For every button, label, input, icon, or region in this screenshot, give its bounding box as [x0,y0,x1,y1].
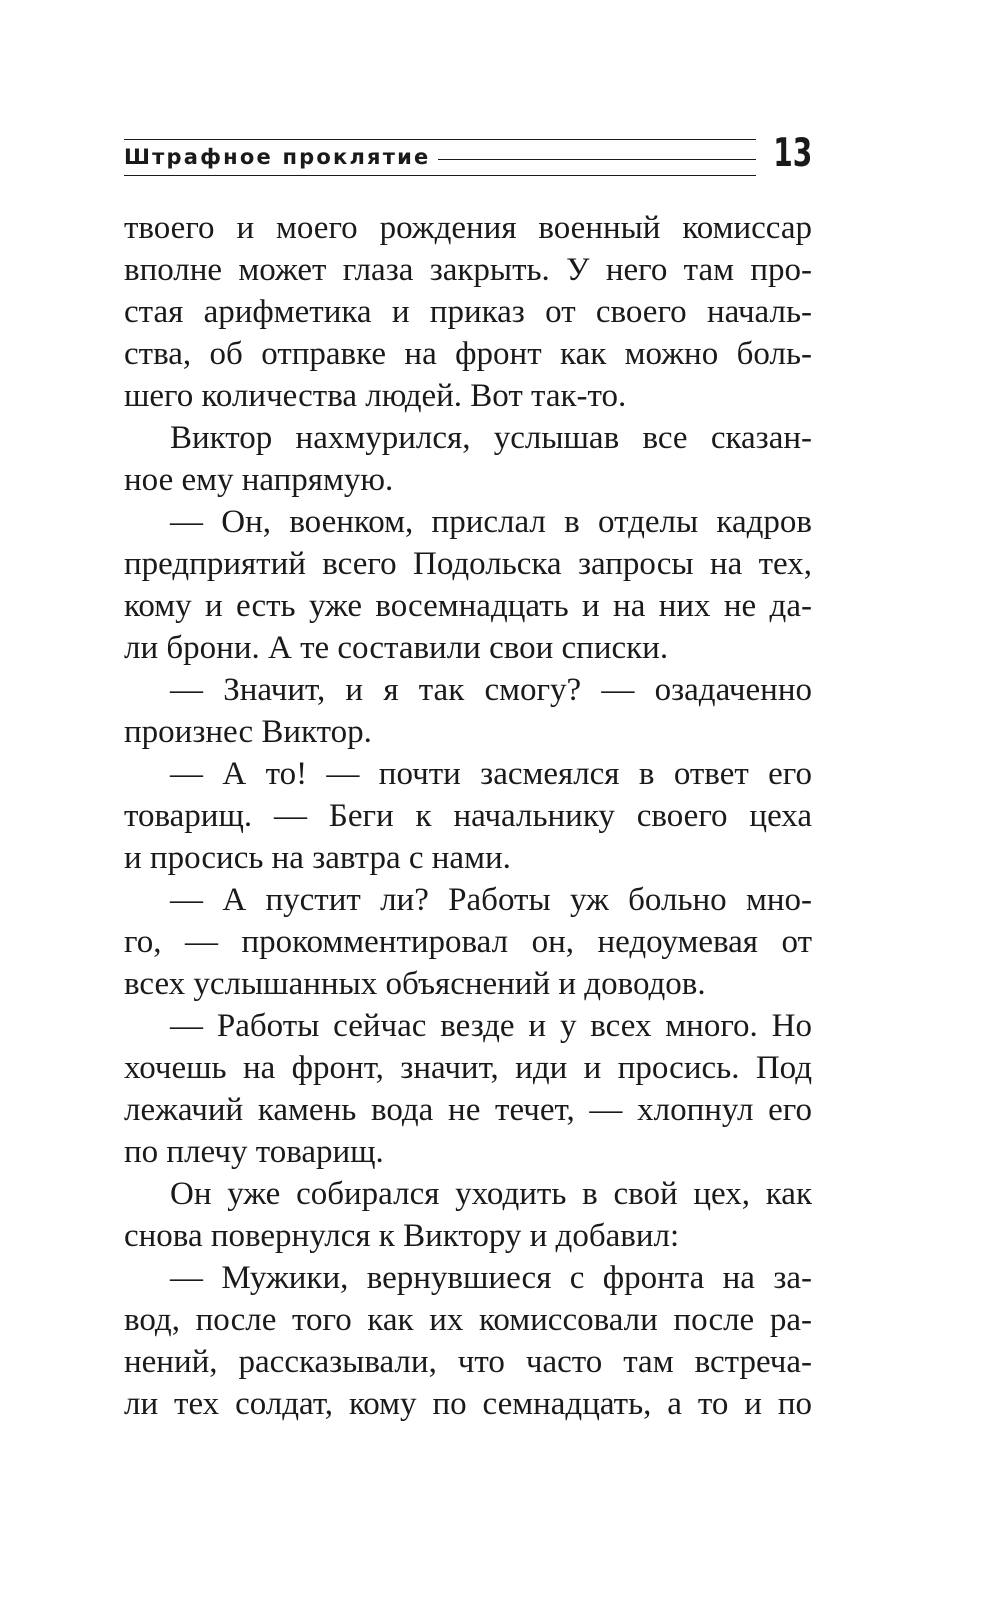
running-header [124,126,812,184]
header-title-row [124,142,756,172]
text-line: — Работы сейчас везде и у всех много. Но [170,1008,812,1044]
text-line: товарищ. — Беги к начальнику своего цеха [124,798,812,834]
text-line: предприятий всего Подольска запросы на тех, [124,546,812,582]
text-line: Он уже собирался уходить в свой цех, как [170,1176,812,1212]
text-line: — А пустит ли? Работы уж больно мно- [170,882,812,918]
text-line: ли тех солдат, кому по семнадцать, а то и по [124,1386,812,1422]
header-top-rule [124,139,756,140]
page-number: 13 [772,131,812,176]
text-line: всех услышанных объяснений и доводов. [124,966,706,1002]
text-line: по плечу товарищ. [124,1134,384,1170]
text-line: твоего и моего рождения военный комиссар [124,210,812,246]
text-line: вод, после того как их комиссовали после ра- [124,1302,812,1338]
text-line: стая арифметика и приказ от своего началь- [124,294,812,330]
text-line: го, — прокомментировал он, недоумевая от [124,924,812,960]
text-line: ства, об отправке на фронт как можно боль- [124,336,812,372]
text-line: вполне может глаза закрыть. У него там про- [124,252,812,288]
text-line: — Мужики, вернувшиеся с фронта на за- [170,1260,812,1296]
text-line: кому и есть уже восемнадцать и на них не да- [124,588,812,624]
text-line: хочешь на фронт, значит, иди и просись. Под [124,1050,812,1086]
text-line: снова повернулся к Виктору и добавил: [124,1218,680,1254]
text-line: Виктор нахмурился, услышав все сказан- [170,420,812,456]
text-line: нений, рассказывали, что часто там встреча- [124,1344,812,1380]
header-title-rule [438,159,756,160]
header-bottom-rule [124,175,756,176]
text-line: произнес Виктор. [124,714,372,750]
text-line: ное ему напрямую. [124,462,394,498]
text-line: — А то! — почти засмеялся в ответ его [170,756,812,792]
text-line: — Значит, и я так смогу? — озадаченно [170,672,812,708]
body-text [124,207,812,1425]
running-title: Штрафное проклятие [124,145,431,169]
text-line: и просись на завтра с нами. [124,840,511,876]
text-line: лежачий камень вода не течет, — хлопнул его [124,1092,812,1128]
text-line: ли брони. А те составили свои списки. [124,630,669,666]
text-line: — Он, военком, прислал в отделы кадров [170,504,812,540]
text-line: шего количества людей. Вот так-то. [124,378,627,414]
